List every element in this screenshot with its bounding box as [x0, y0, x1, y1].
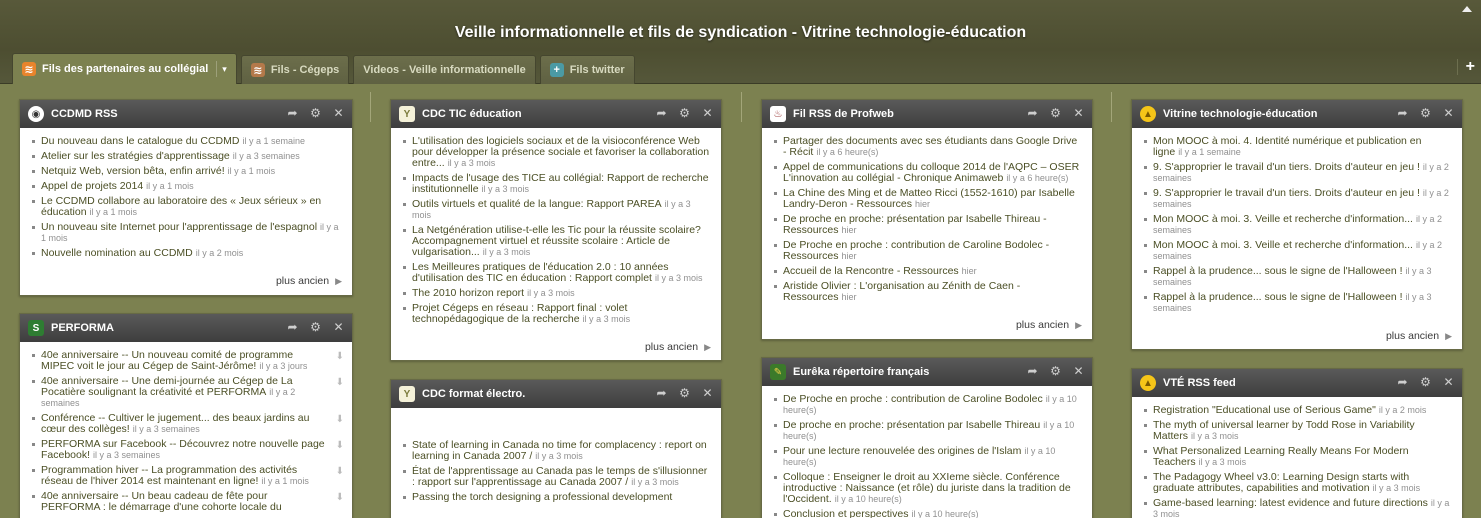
widget-performa [19, 313, 353, 518]
list-item[interactable]: Game-based learning: latest evidence and future directions il y a 3 mois [1153, 498, 1454, 518]
list-item[interactable]: Le CCDMD collabore au laboratoire des « Jeux sérieux » en éducation il y a 1 mois [41, 196, 344, 218]
list-item[interactable]: The myth of universal learner by Todd Rose in Variability Matters il y a 3 mois [1153, 420, 1454, 442]
download-icon[interactable]: ⬇ [335, 351, 344, 362]
list-item[interactable]: Atelier sur les stratégies d'apprentissage il y a 3 semaines [41, 151, 344, 162]
page-title: Veille informationnelle et fils de syndication - Vitrine technologie-éducation [454, 24, 1027, 41]
widget-header[interactable] [1132, 100, 1462, 128]
cdc-logo-icon: Y [399, 106, 415, 122]
widget-body [20, 342, 352, 518]
list-item[interactable]: The Padagogy Wheel v3.0: Learning Design starts with graduate attributes, capabilities and motivation il y a 3 mois [1153, 472, 1454, 494]
gear-icon[interactable]: ⚙ [310, 320, 321, 334]
widget-body [1132, 397, 1462, 518]
vitrine-logo-icon: ▲ [1140, 375, 1156, 391]
widget-cdc-format [390, 379, 722, 518]
profweb-logo-icon: ♨ [770, 106, 786, 122]
list-item[interactable]: Impacts de l'usage des TICE au collégial: Rapport de recherche institutionnelle il y a 3 mois [412, 173, 713, 195]
widget-body [20, 128, 352, 269]
more-link[interactable]: plus ancien ▶ [1385, 330, 1452, 342]
list-item[interactable]: The 2010 horizon report il y a 3 mois [412, 288, 713, 299]
ccdmd-logo-icon: ◉ [28, 106, 44, 122]
list-item[interactable]: State of learning in Canada no time for complacency : report on learning in Canada 2007 / il y a 3 mois [412, 440, 713, 462]
close-icon[interactable]: ✕ [333, 106, 344, 120]
list-item[interactable]: Programmation hiver -- La programmation des activités réseau de l'hiver 2014 est maintenant en ligne! il y a 1 mois ⬇ [41, 464, 344, 487]
widget-header[interactable] [20, 100, 352, 128]
list-item[interactable]: Pour une lecture renouvelée des origines de l'Islam il y a 10 heure(s) [783, 446, 1084, 468]
widget-vte-rss [1131, 368, 1463, 518]
close-icon[interactable]: ✕ [1443, 375, 1454, 389]
widget-header[interactable] [1132, 369, 1462, 397]
list-item[interactable]: Partager des documents avec ses étudiants dans Google Drive - Récit il y a 6 heure(s) [783, 136, 1084, 158]
share-icon[interactable]: ➦ [656, 106, 667, 120]
close-icon[interactable]: ✕ [1073, 106, 1084, 120]
share-icon[interactable]: ➦ [1397, 106, 1408, 120]
widget-body [762, 386, 1092, 518]
column-separator [1111, 92, 1112, 122]
widget-header[interactable] [20, 314, 352, 342]
add-tab-button[interactable]: + [1457, 59, 1475, 75]
widget-title: CDC TIC éducation [422, 108, 522, 120]
list-item[interactable]: Registration "Educational use of Serious Game" il y a 2 mois [1153, 405, 1454, 416]
plus-icon: + [550, 63, 564, 77]
widget-title: CDC format électro. [422, 388, 526, 400]
list-item[interactable]: État de l'apprentissage au Canada pas le temps de s'illusionner : rapport sur l'apprentissage au Canada 2007 / il y a 3 mois [412, 466, 713, 488]
tab-fils-partenaires[interactable] [12, 53, 237, 84]
list-item[interactable]: Du nouveau dans le catalogue du CCDMD il y a 1 semaine [41, 136, 344, 147]
cdc-logo-icon: Y [399, 386, 415, 402]
list-item[interactable]: De Proche en proche : contribution de Caroline Bodolec - Ressources hier [783, 240, 1084, 262]
gear-icon[interactable]: ⚙ [1050, 106, 1061, 120]
widget-profweb [761, 99, 1093, 340]
list-item[interactable]: Nouvelle nomination au CCDMD il y a 2 mois [41, 248, 344, 259]
gear-icon[interactable]: ⚙ [1050, 364, 1061, 378]
list-item[interactable]: Mon MOOC à moi. 3. Veille et recherche d'information... il y a 2 semaines [1153, 214, 1454, 236]
close-icon[interactable]: ✕ [333, 320, 344, 334]
share-icon[interactable]: ➦ [1027, 364, 1038, 378]
share-icon[interactable]: ➦ [287, 320, 298, 334]
list-item[interactable]: Projet Cégeps en réseau : Rapport final : volet technopédagogique de la recherche il y a 3 mois [412, 303, 713, 325]
gear-icon[interactable]: ⚙ [310, 106, 321, 120]
tab-label: Fils des partenaires au collégial [42, 63, 209, 75]
list-item[interactable]: Mon MOOC à moi. 3. Veille et recherche d'information... il y a 2 semaines [1153, 240, 1454, 262]
list-item[interactable]: Un nouveau site Internet pour l'apprentissage de l'espagnol il y a 1 mois [41, 222, 344, 244]
share-icon[interactable]: ➦ [656, 386, 667, 400]
tab-label: Fils - Cégeps [270, 64, 340, 76]
widget-title: PERFORMA [51, 322, 114, 334]
list-item[interactable]: Conférence -- Cultiver le jugement... des beaux jardins au cœur des collèges! il y a 3 semaines ⬇ [41, 412, 344, 435]
tab-label: Videos - Veille informationnelle [363, 64, 526, 76]
rss-icon: ≋ [22, 62, 36, 76]
list-item[interactable]: Appel de communications du colloque 2014 de l'AQPC – OSER L'innovation au collégial - Chronique Animaweb il y a 6 heure(s) [783, 162, 1084, 184]
more-link[interactable]: plus ancien ▶ [275, 275, 342, 287]
widget-ccdmd [19, 99, 353, 296]
list-item[interactable]: PERFORMA sur Facebook -- Découvrez notre nouvelle page Facebook! il y a 3 semaines ⬇ [41, 438, 344, 461]
gear-icon[interactable]: ⚙ [679, 386, 690, 400]
collapse-header-icon[interactable] [1462, 6, 1472, 12]
widget-body [391, 128, 721, 335]
close-icon[interactable]: ✕ [1443, 106, 1454, 120]
widget-title: CCDMD RSS [51, 108, 118, 120]
list-item[interactable]: 9. S'approprier le travail d'un tiers. Droits d'auteur en jeu ! il y a 2 semaines [1153, 188, 1454, 210]
list-item[interactable]: La Netgénération utilise-t-elle les Tic pour la réussite scolaire? Accompagnement virtuel et réussite scolaire : Article de vulgarisation... il y a 3 mois [412, 225, 713, 258]
close-icon[interactable]: ✕ [1073, 364, 1084, 378]
widget-vitrine [1131, 99, 1463, 350]
vitrine-logo-icon: ▲ [1140, 106, 1156, 122]
gear-icon[interactable]: ⚙ [679, 106, 690, 120]
chevron-right-icon: ▶ [335, 276, 342, 286]
list-item[interactable]: Accueil de la Rencontre - Ressources hier [783, 266, 1084, 277]
download-icon[interactable]: ⬇ [335, 440, 344, 451]
chevron-right-icon: ▶ [704, 342, 711, 352]
eureka-logo-icon: ✎ [770, 364, 786, 380]
column-separator [741, 92, 742, 122]
widget-header[interactable] [762, 358, 1092, 386]
close-icon[interactable]: ✕ [702, 386, 713, 400]
widget-eureka [761, 357, 1093, 518]
list-item[interactable]: Rappel à la prudence... sous le signe de l'Halloween ! il y a 3 semaines [1153, 292, 1454, 314]
widget-header[interactable] [391, 380, 721, 408]
list-item[interactable]: Colloque : Enseigner le droit au XXIeme siècle. Conférence introductive : Naissance (et rôle) du juriste dans la tradition de l'Occident. il y a 10 heure(s) [783, 472, 1084, 505]
list-item[interactable]: Appel de projets 2014 il y a 1 mois [41, 181, 344, 192]
list-item[interactable]: 40e anniversaire -- Un beau cadeau de fête pour PERFORMA : le démarrage d'une cohorte locale du ⬇ [41, 490, 344, 513]
widget-cdc-tic [390, 99, 722, 361]
list-item[interactable]: Conclusion et perspectives il y a 10 heure(s) [783, 509, 1084, 518]
gear-icon[interactable]: ⚙ [1420, 375, 1431, 389]
widget-title: Eurêka répertoire français [793, 366, 930, 378]
widget-header[interactable] [391, 100, 721, 128]
list-item[interactable]: De Proche en proche : contribution de Caroline Bodolec il y a 10 heure(s) [783, 394, 1084, 416]
list-item[interactable]: Netquiz Web, version bêta, enfin arrivé! il y a 1 mois [41, 166, 344, 177]
share-icon[interactable]: ➦ [287, 106, 298, 120]
list-item[interactable]: Aristide Olivier : L'organisation au Zénith de Caen - Ressources hier [783, 281, 1084, 303]
more-link[interactable]: plus ancien ▶ [1015, 319, 1082, 331]
list-item[interactable]: Rappel à la prudence... sous le signe de l'Halloween ! il y a 3 semaines [1153, 266, 1454, 288]
widget-title: Vitrine technologie-éducation [1163, 108, 1318, 120]
chevron-right-icon: ▶ [1075, 320, 1082, 330]
tab-videos[interactable] [353, 55, 535, 84]
download-icon[interactable]: ⬇ [335, 492, 344, 503]
tab-label: Fils twitter [569, 64, 625, 76]
list-item[interactable]: De proche en proche: présentation par Isabelle Thireau - Ressources hier [783, 214, 1084, 236]
share-icon[interactable]: ➦ [1027, 106, 1038, 120]
rss-icon: ≋ [251, 63, 265, 77]
tab-menu-chevron-icon[interactable]: ▾ [216, 61, 227, 77]
tab-bar [12, 53, 635, 84]
widget-title: Fil RSS de Profweb [793, 108, 894, 120]
chevron-right-icon: ▶ [1445, 331, 1452, 341]
list-item[interactable]: 9. S'approprier le travail d'un tiers. Droits d'auteur en jeu ! il y a 2 semaines [1153, 162, 1454, 184]
list-item[interactable]: La Chine des Ming et de Matteo Ricci (1552-1610) par Isabelle Landry-Deron - Ressources hier [783, 188, 1084, 210]
list-item[interactable]: De proche en proche: présentation par Isabelle Thireau il y a 10 heure(s) [783, 420, 1084, 442]
download-icon[interactable]: ⬇ [335, 466, 344, 477]
list-item[interactable]: Passing the torch designing a professional development [412, 492, 713, 503]
column-separator [370, 92, 371, 122]
list-item[interactable]: 40e anniversaire -- Un nouveau comité de programme MIPEC voit le jour au Cégep de Saint-Jérôme! il y a 3 jours ⬇ [41, 349, 344, 372]
header [0, 0, 1481, 84]
widget-body [1132, 128, 1462, 324]
download-icon[interactable]: ⬇ [335, 377, 344, 388]
list-item[interactable]: 40e anniversaire -- Une demi-journée au Cégep de La Pocatière soulignant la créativité et PERFORMA il y a 2 semaines ⬇ [41, 375, 344, 408]
list-item[interactable]: What Personalized Learning Really Means For Modern Teachers il y a 3 mois [1153, 446, 1454, 468]
download-icon[interactable]: ⬇ [335, 414, 344, 425]
list-item[interactable]: Mon MOOC à moi. 4. Identité numérique et publication en ligne il y a 1 semaine [1153, 136, 1454, 158]
gear-icon[interactable]: ⚙ [1420, 106, 1431, 120]
performa-logo-icon: S [28, 320, 44, 336]
list-item[interactable]: L'utilisation des logiciels sociaux et de la visioconférence Web pour développer la présence sociale et favoriser la collaboration entre... il y a 3 mois [412, 136, 713, 169]
list-item[interactable]: Les Meilleures pratiques de l'éducation 2.0 : 10 années d'utilisation des TIC en éducation : Rapport complet il y a 3 mois [412, 262, 713, 284]
widget-title: VTÉ RSS feed [1163, 377, 1236, 389]
tab-fils-twitter[interactable] [540, 55, 635, 84]
more-link[interactable]: plus ancien ▶ [644, 341, 711, 353]
tab-fils-cegeps[interactable] [241, 55, 349, 84]
widget-header[interactable] [762, 100, 1092, 128]
widget-body [391, 408, 721, 513]
close-icon[interactable]: ✕ [702, 106, 713, 120]
widget-body [762, 128, 1092, 313]
list-item[interactable]: Outils virtuels et qualité de la langue: Rapport PAREA il y a 3 mois [412, 199, 713, 221]
share-icon[interactable]: ➦ [1397, 375, 1408, 389]
